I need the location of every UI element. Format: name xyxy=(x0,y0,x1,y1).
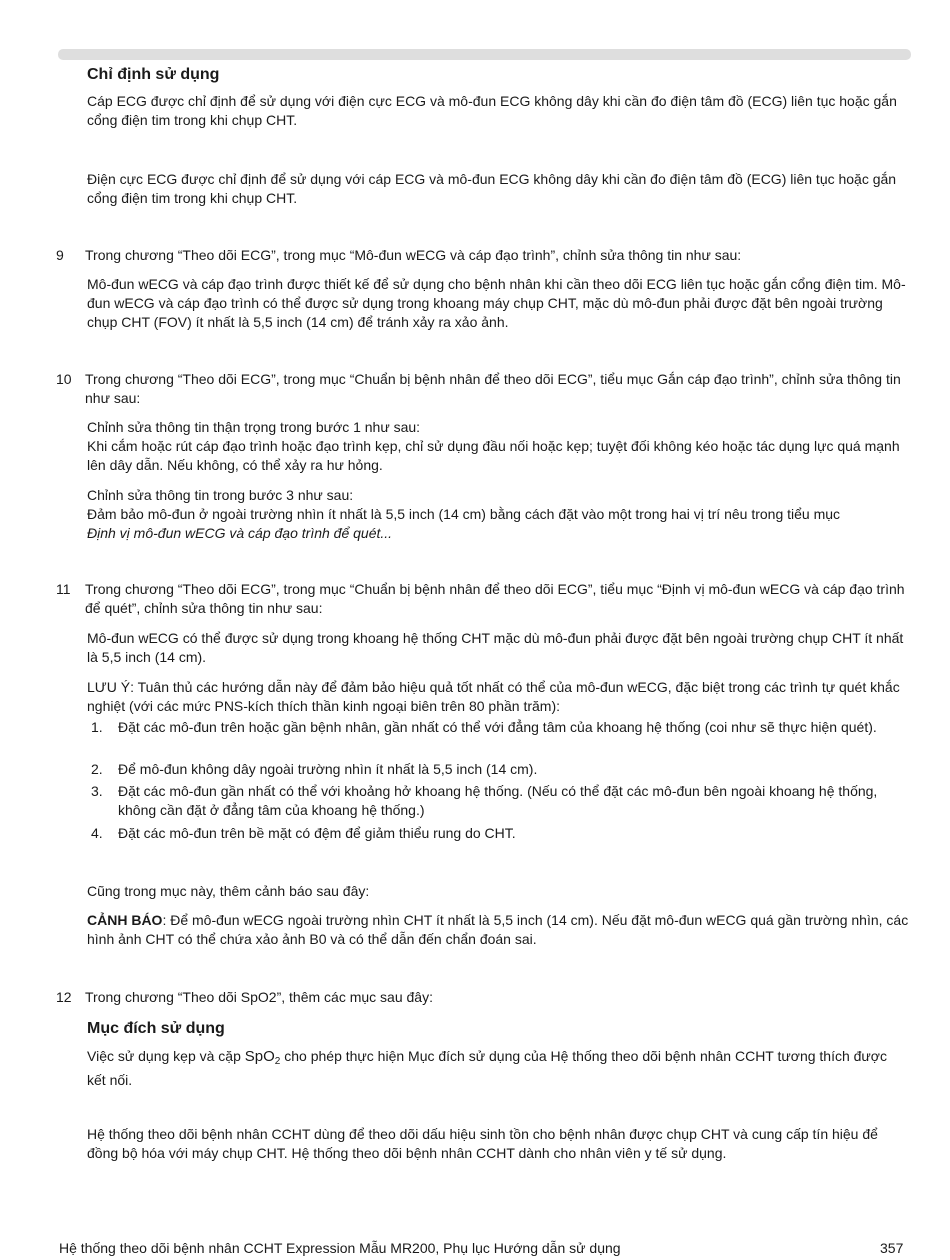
spo2-term xyxy=(245,1048,281,1065)
list-item-number: 1. xyxy=(91,719,103,735)
item-10-caution-intro: Chỉnh sửa thông tin thận trọng trong bước 1 như sau: xyxy=(87,419,421,435)
list-item-text: Đặt các mô-đun trên bề mặt có đệm để giảm thiểu rung do CHT. xyxy=(118,825,516,841)
spo-text: SpO xyxy=(244,1048,275,1065)
paragraph-ecg-cable: Cáp ECG được chỉ định để sử dụng với điện cực ECG và mô-đun ECG không dây khi cần đo điện tâm đồ (ECG) liên tục hoặc gắn cổng điện tim trong khi chụp CHT. xyxy=(87,93,897,128)
item-number-9: 9 xyxy=(56,247,64,263)
item-10-step3-intro: Chỉnh sửa thông tin trong bước 3 như sau: xyxy=(87,487,354,503)
item-11-note: LƯU Ý: Tuân thủ các hướng dẫn này để đảm bảo hiệu quả tốt nhất có thể của mô-đun wECG, đặc biệt trong các trình tự quét khắc nghiệt (với các mức PNS-kích thích thần kinh ngoại biên trên 80 phần trăm): xyxy=(87,679,900,714)
header-rule xyxy=(58,49,911,60)
item-11-instruction: Trong chương “Theo dõi ECG”, trong mục “Chuẩn bị bệnh nhân để theo dõi ECG”, tiểu mục “Định vị mô-đun wECG và cáp đạo trình để quét”, chỉnh sửa thông tin như sau: xyxy=(85,581,905,616)
item-11-warning xyxy=(87,911,909,949)
item-12-paragraph-2: Hệ thống theo dõi bệnh nhân CCHT dùng để theo dõi dấu hiệu sinh tồn cho bệnh nhân được chụp CHT và cung cấp tín hiệu để đồng bộ hóa với máy chụp CHT. Hệ thống theo dõi bệnh nhân CCHT dành cho nhân viên y tế sử dụng. xyxy=(87,1126,878,1161)
item-12-paragraph-1 xyxy=(87,1047,909,1090)
item-11-warning-intro: Cũng trong mục này, thêm cảnh báo sau đây: xyxy=(87,883,370,899)
heading-indications: Chỉ định sử dụng xyxy=(87,66,220,83)
item-9-body: Mô-đun wECG và cáp đạo trình được thiết kế để sử dụng cho bệnh nhân khi cần theo dõi ECG liên tục hoặc gắn cổng điện tim. Mô-đun wECG và cáp đạo trình có thể được sử dụng trong khoang máy chụp CHT, mặc dù mô-đun phải được đặt bên ngoài trường chụp CHT (FOV) ít nhất là 5,5 inch (14 cm) để tránh xảy ra xảo ảnh. xyxy=(87,276,906,330)
item-number-12: 12 xyxy=(56,989,72,1005)
item-10-caution-text: Khi cắm hoặc rút cáp đạo trình hoặc đạo trình kẹp, chỉ sử dụng đầu nối hoặc kẹp; tuyệt đối không kéo hoặc tác dụng lực quá mạnh lên dây dẫn. Nếu không, có thể xảy ra hư hỏng. xyxy=(87,438,900,473)
list-item-number: 2. xyxy=(91,761,103,777)
list-item-text: Đặt các mô-đun trên hoặc gần bệnh nhân, gần nhất có thể với đẳng tâm của khoang hệ thống (coi như sẽ thực hiện quét). xyxy=(118,719,877,735)
list-item-number: 3. xyxy=(91,783,103,799)
footer-title: Hệ thống theo dõi bệnh nhân CCHT Expression Mẫu MR200, Phụ lục Hướng dẫn sử dụng xyxy=(59,1240,621,1256)
warning-text: : Để mô-đun wECG ngoài trường nhìn CHT ít nhất là 5,5 inch (14 cm). Nếu đặt mô-đun wECG quá gần trường nhìn, các hình ảnh CHT có thể chứa xảo ảnh B0 và có thể dẫn đến chẩn đoán sai. xyxy=(87,912,909,947)
item-11-body: Mô-đun wECG có thể được sử dụng trong khoang hệ thống CHT mặc dù mô-đun phải được đặt bên ngoài trường chụp CHT ít nhất là 5,5 inch (14 cm). xyxy=(87,630,904,665)
heading-intended-use: Mục đích sử dụng xyxy=(87,1020,225,1037)
p1-prefix: Việc sử dụng kẹp và cặp xyxy=(87,1048,245,1064)
item-10-step3-text xyxy=(87,505,909,543)
p1-suffix: cho phép thực hiện Mục đích sử dụng của Hệ thống theo dõi bệnh nhân CCHT tương thích được kết nối. xyxy=(87,1048,887,1088)
item-10-instruction: Trong chương “Theo dõi ECG”, trong mục “Chuẩn bị bệnh nhân để theo dõi ECG”, tiểu mục Gắn cáp đạo trình”, chỉnh sửa thông tin như sau: xyxy=(85,371,901,406)
item-12-instruction: Trong chương “Theo dõi SpO2”, thêm các mục sau đây: xyxy=(85,989,433,1005)
item-9-instruction: Trong chương “Theo dõi ECG”, trong mục “Mô-đun wECG và cáp đạo trình”, chỉnh sửa thông tin như sau: xyxy=(85,247,742,263)
page-number: 357 xyxy=(880,1240,904,1256)
item-number-10: 10 xyxy=(56,371,72,387)
list-item-number: 4. xyxy=(91,825,103,841)
warning-label: CẢNH BÁO xyxy=(87,912,163,928)
spo-subscript: 2 xyxy=(274,1056,281,1067)
item-10-step3-body: Đảm bảo mô-đun ở ngoài trường nhìn ít nhất là 5,5 inch (14 cm) bằng cách đặt vào một trong hai vị trí nêu trong tiểu mục xyxy=(87,506,841,522)
item-10-step3-reference: Định vị mô-đun wECG và cáp đạo trình để quét... xyxy=(87,525,393,541)
item-number-11: 11 xyxy=(56,581,71,597)
list-item-text: Đặt các mô-đun gần nhất có thể với khoảng hở khoang hệ thống. (Nếu có thể đặt các mô-đun bên ngoài khoang hệ thống, không cần đặt ở đẳng tâm của khoang hệ thống.) xyxy=(118,783,878,818)
list-item-text: Để mô-đun không dây ngoài trường nhìn ít nhất là 5,5 inch (14 cm). xyxy=(118,761,538,777)
paragraph-ecg-electrode: Điện cực ECG được chỉ định để sử dụng với cáp ECG và mô-đun ECG không dây khi cần đo điện tâm đồ (ECG) liên tục hoặc gắn cổng điện tim trong khi chụp CHT. xyxy=(87,171,897,206)
